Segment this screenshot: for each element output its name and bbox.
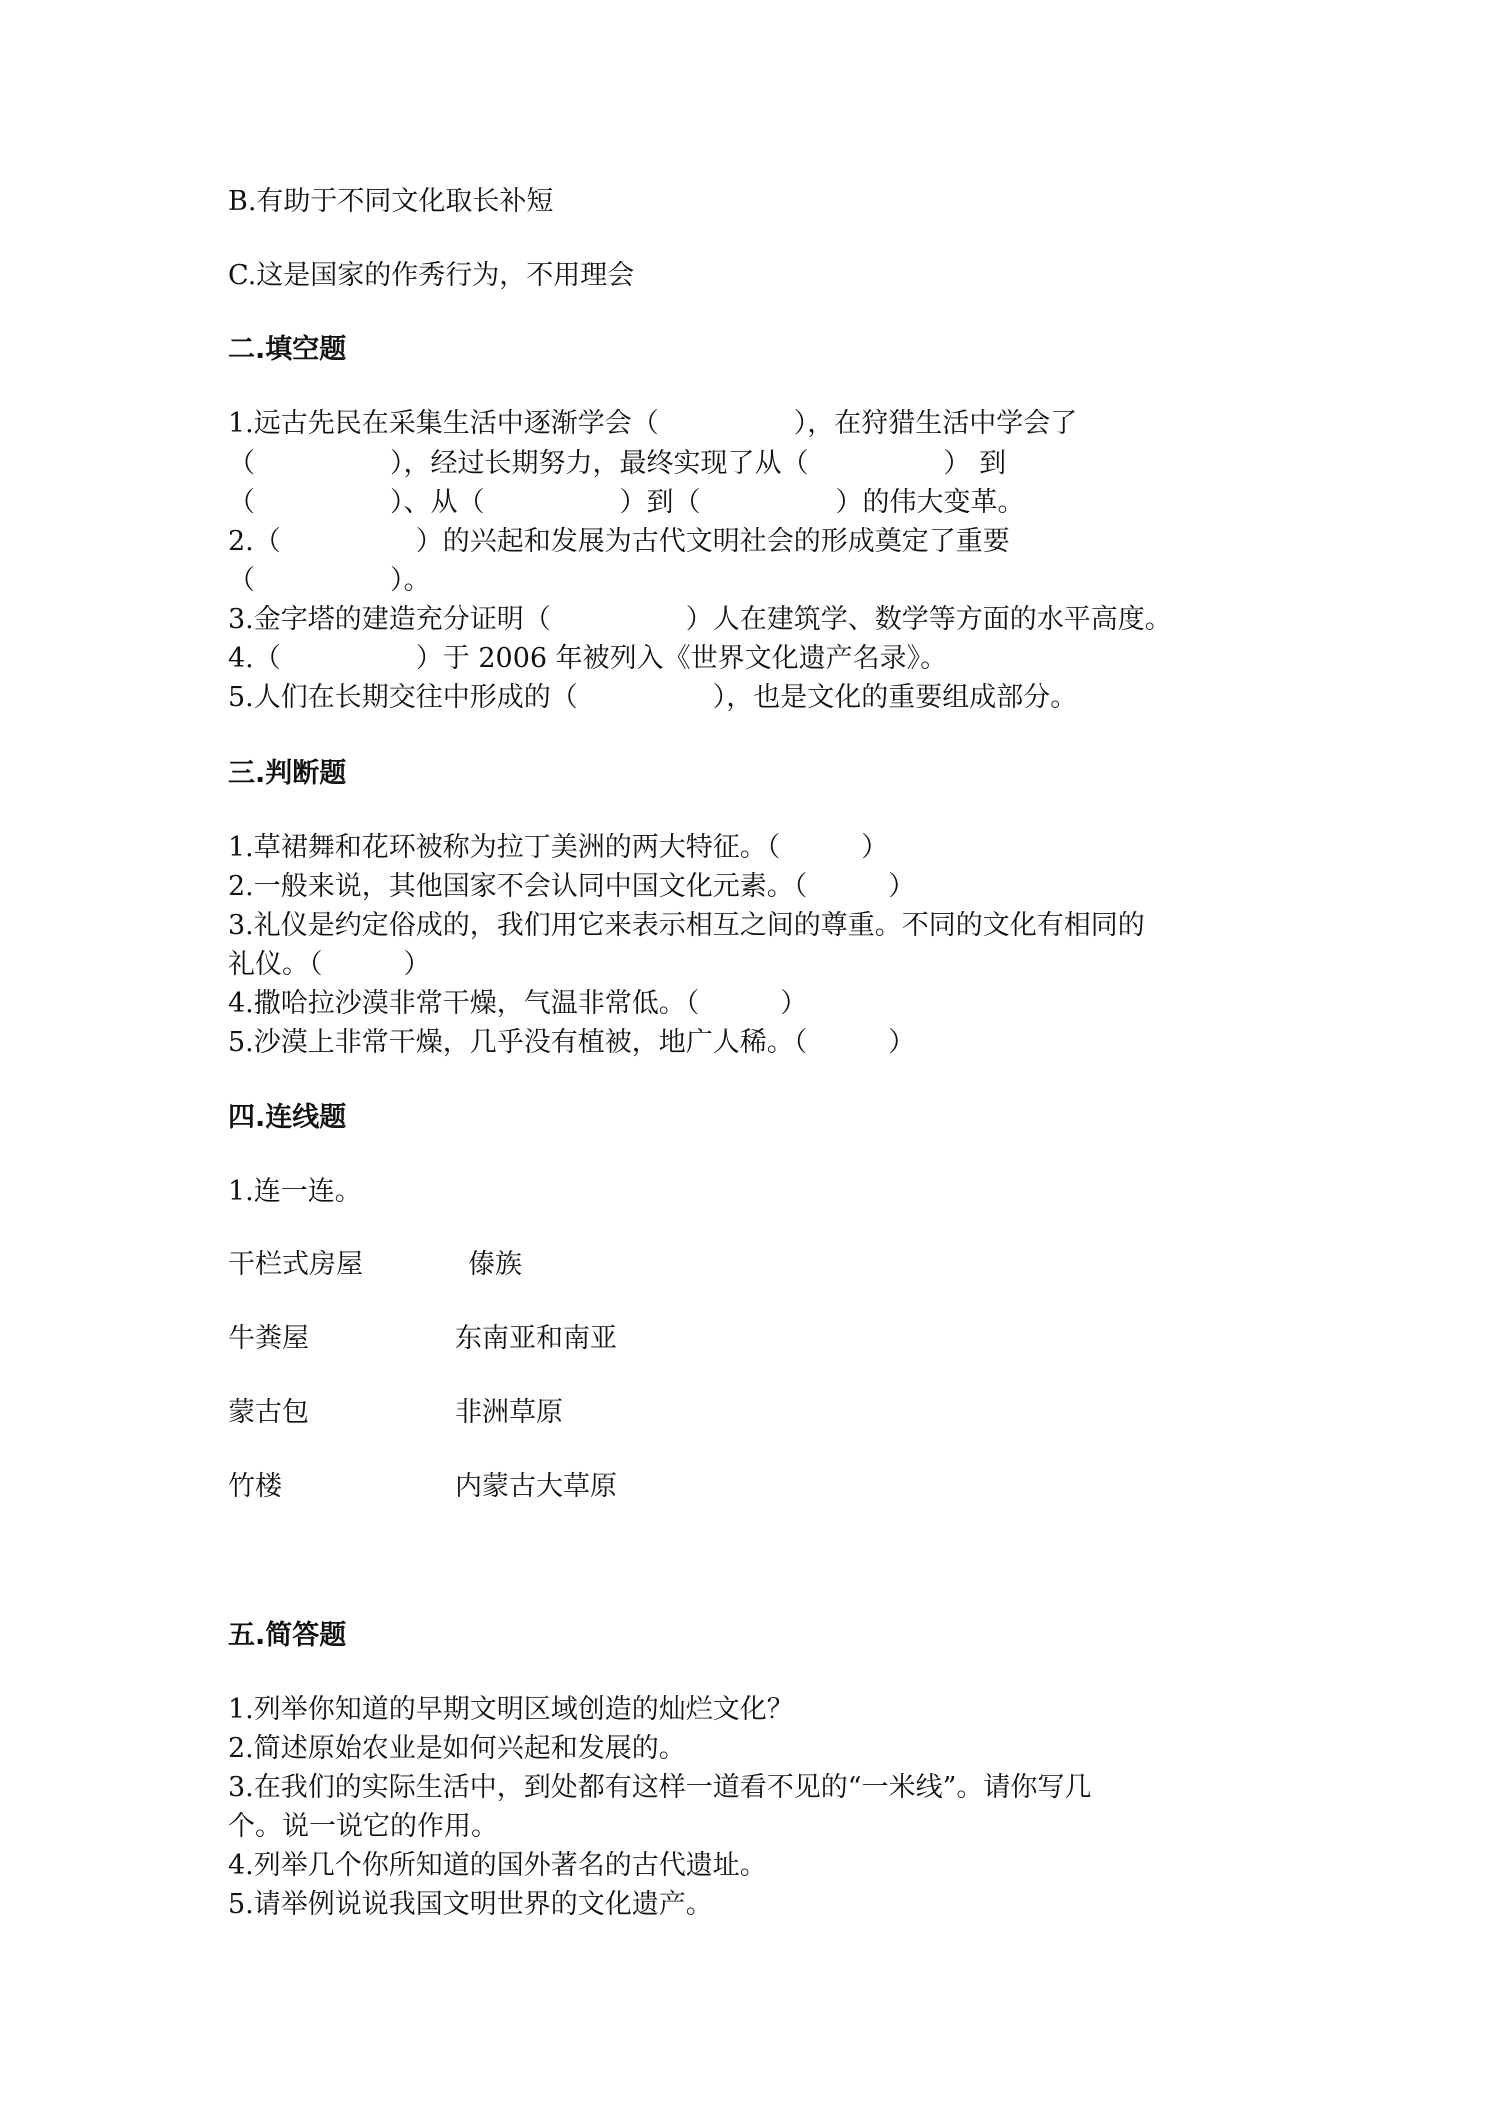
short-answer-line: 3.在我们的实际生活中，到处都有这样一道看不见的“一米线”。请你写几 (228, 1772, 1092, 1803)
fill-line: 2.（ ）的兴起和发展为古代文明社会的形成奠定了重要 (228, 526, 1010, 557)
judge-line: 2.一般来说，其他国家不会认同中国文化元素。（ ） (228, 871, 916, 902)
judge-line: 1.草裙舞和花环被称为拉丁美洲的两大特征。（ ） (228, 832, 889, 863)
option-b: B.有助于不同文化取长补短 (228, 186, 554, 217)
fill-line: （ ）。 (228, 565, 431, 596)
fill-line: 4.（ ）于 2006 年被列入《世界文化遗产名录》。 (228, 643, 948, 674)
match-right-item: 东南亚和南亚 (455, 1323, 617, 1354)
judge-line: 礼仪。（ ） (228, 949, 431, 980)
match-right-item: 内蒙古大草原 (455, 1471, 617, 1502)
fill-line: 3.金字塔的建造充分证明（ ）人在建筑学、数学等方面的水平高度。 (228, 604, 1172, 635)
fill-line: 5.人们在长期交往中形成的（ ），也是文化的重要组成部分。 (228, 682, 1078, 713)
judge-line: 5.沙漠上非常干燥，几乎没有植被，地广人稀。（ ） (228, 1027, 916, 1058)
fill-line: （ ），经过长期努力，最终实现了从（ ） 到 (228, 448, 1007, 479)
short-answer-line: 2.简述原始农业是如何兴起和发展的。 (228, 1733, 686, 1764)
option-c: C.这是国家的作秀行为，不用理会 (228, 260, 635, 291)
section-2-title: 二.填空题 (228, 334, 347, 365)
matching-prompt: 1.连一连。 (228, 1176, 362, 1207)
short-answer-line: 1.列举你知道的早期文明区域创造的灿烂文化？ (228, 1694, 794, 1725)
short-answer-line: 4.列举几个你所知道的国外著名的古代遗址。 (228, 1850, 767, 1881)
match-left-item: 干栏式房屋 (228, 1249, 363, 1280)
match-right-item: 非洲草原 (455, 1397, 563, 1428)
section-5-title: 五.简答题 (228, 1620, 347, 1651)
judge-line: 3.礼仪是约定俗成的，我们用它来表示相互之间的尊重。不同的文化有相同的 (228, 910, 1145, 941)
short-answer-line: 5.请举例说说我国文明世界的文化遗产。 (228, 1889, 713, 1920)
judge-line: 4.撒哈拉沙漠非常干燥，气温非常低。（ ） (228, 988, 808, 1019)
fill-line: （ ）、从（ ）到（ ）的伟大变革。 (228, 487, 1025, 518)
match-left-item: 牛粪屋 (228, 1323, 309, 1354)
section-3-title: 三.判断题 (228, 758, 347, 789)
match-left-item: 竹楼 (228, 1471, 282, 1502)
section-4-title: 四.连线题 (228, 1102, 347, 1133)
match-left-item: 蒙古包 (228, 1397, 309, 1428)
short-answer-line: 个。说一说它的作用。 (228, 1811, 498, 1842)
match-right-item: 傣族 (468, 1249, 522, 1280)
fill-line: 1.远古先民在采集生活中逐渐学会（ ），在狩猎生活中学会了 (228, 408, 1078, 439)
